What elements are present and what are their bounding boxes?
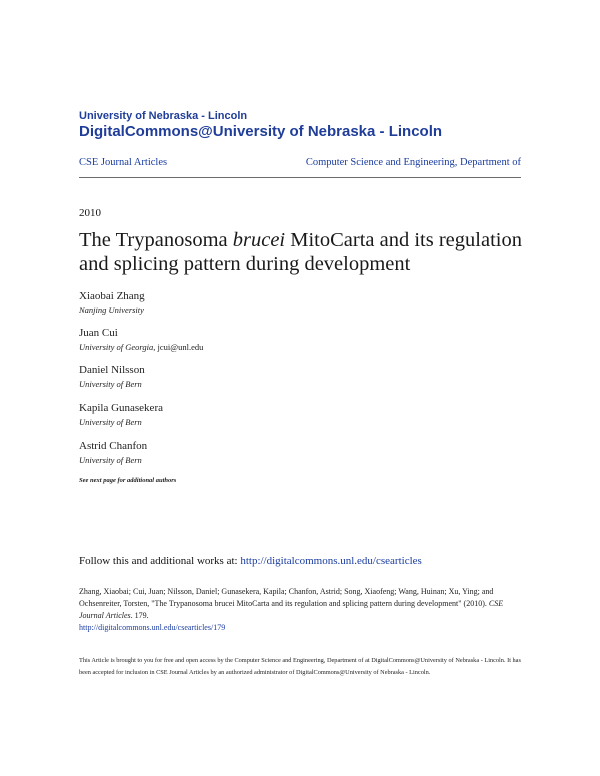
title-part-1: The Trypanosoma (79, 229, 233, 251)
title-italic: brucei (232, 229, 286, 251)
collection-url-link[interactable]: http://digitalcommons.unl.edu/csearticles (240, 555, 422, 567)
author-name[interactable]: Daniel Nilsson (79, 364, 145, 376)
citation-text: Zhang, Xiaobai; Cui, Juan; Nilsson, Daniel; Gunasekera, Kapila; Chanfon, Astrid; Song, Xiaofeng; Wang, Huinan; Xu, Ying; and Ochsenreiter, Torsten, "The Trypanosoma brucei MitoCarta and its regulation and splicing pattern during development" (2010). (79, 587, 494, 608)
author-name[interactable]: Kapila Gunasekera (79, 402, 163, 414)
author-name[interactable]: Juan Cui (79, 327, 118, 339)
author-name[interactable]: Astrid Chanfon (79, 440, 148, 452)
article-title (79, 228, 529, 276)
follow-line (79, 555, 422, 567)
author-affiliation (79, 342, 203, 352)
author-affiliation: University of Bern (79, 455, 142, 465)
title-part-2: MitoCarta and its regulation and splicing pattern during development (79, 229, 522, 275)
collection-link[interactable]: CSE Journal Articles (79, 157, 168, 168)
author-name[interactable]: Xiaobai Zhang (79, 290, 145, 302)
institution-name[interactable]: University of Nebraska - Lincoln (79, 110, 248, 122)
author-affiliation: University of Bern (79, 379, 142, 389)
more-authors-note: See next page for additional authors (79, 477, 177, 484)
header-divider (79, 177, 521, 178)
affiliation-text: University of Georgia (79, 342, 154, 352)
citation-block (79, 586, 524, 634)
author-affiliation: University of Bern (79, 417, 142, 427)
follow-text: Follow this and additional works at: (79, 555, 241, 567)
access-notice: This Article is brought to you for free and open access by the Computer Science and Engineering, Department of at DigitalCommons@University of Nebraska - Lincoln. It has been accepted for inclusion in CSE Journal Articles by an authorized administrator of DigitalCommons@University of Nebraska - Lincoln. (79, 657, 521, 676)
author-affiliation: Nanjing University (79, 305, 144, 315)
repository-name[interactable]: DigitalCommons@University of Nebraska - Lincoln (79, 123, 443, 140)
citation-url-link[interactable]: http://digitalcommons.unl.edu/csearticles/179 (79, 623, 226, 632)
author-email: , jcui@unl.edu (153, 342, 204, 352)
citation-suffix: . 179. (130, 611, 149, 620)
publication-year: 2010 (79, 207, 101, 219)
department-link[interactable]: Computer Science and Engineering, Department of (305, 157, 521, 168)
citation-source: CSE Journal Articles (79, 599, 504, 620)
